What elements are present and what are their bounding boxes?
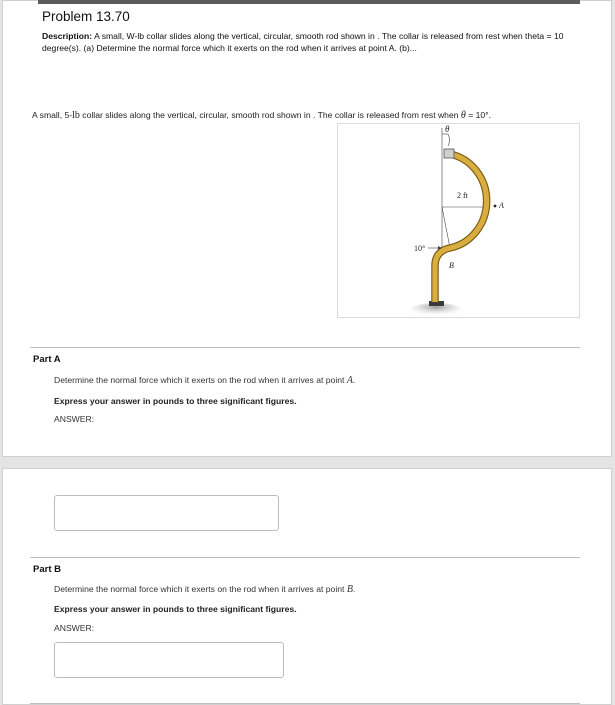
angle-line [442,207,450,248]
rod-figure [337,123,580,318]
part-a-instruction: Express your answer in pounds to three significant figures. [54,396,297,406]
part-b-answer-label: ANSWER: [54,623,95,633]
rod-diagram [338,124,581,319]
part-b-point: B [346,584,353,595]
problem-statement [32,110,592,121]
problem-title: Problem 13.70 [42,9,130,24]
point-a-marker [494,205,497,208]
part-b-question-text: Determine the normal force which it exerts on the rod when it arrives at point [54,584,347,594]
description-label: Description: [42,31,93,41]
part-b-question [54,584,355,595]
part-b-divider [30,557,580,558]
part-a-question-end: . [352,375,356,385]
bottom-divider [30,703,580,704]
statement-theta: θ [460,110,466,121]
header-bar [38,0,580,4]
statement-text-1: A small, 5- [32,110,73,120]
statement-text-3: = 10°. [465,110,492,120]
part-a-question [54,375,355,386]
part-a-question-text: Determine the normal force which it exerts on the rod when it arrives at point [54,375,347,385]
part-b-instruction: Express your answer in pounds to three significant figures. [54,604,297,614]
point-a-label: A [499,201,504,210]
theta-label: θ [445,124,450,134]
radius-label: 2 ft [457,191,468,200]
collar [444,149,454,158]
part-b-answer-input[interactable] [54,642,284,678]
part-a-point: A [346,375,353,386]
statement-text-2: collar slides along the vertical, circular, smooth rod shown in . The collar is released from rest when [79,110,461,120]
point-b-label: B [449,261,454,270]
description-text: A small, W-lb collar slides along the vertical, circular, smooth rod shown in . The collar is released from rest when theta = 10 degree(s). (a) Determine the normal force which it exerts on the rod when it arrives at point A. (b)... [42,31,564,53]
statement-unit: lb [72,110,80,121]
part-a-answer-label: ANSWER: [54,414,95,424]
part-a-heading: Part A [33,354,61,365]
problem-description [42,30,572,54]
part-a-divider [30,347,580,348]
circular-rod [435,154,487,302]
part-b-heading: Part B [33,564,61,575]
part-a-answer-input[interactable] [54,495,279,531]
theta-arc [448,134,450,146]
angle-label: 10° [414,244,426,253]
part-b-question-end: . [352,584,356,594]
